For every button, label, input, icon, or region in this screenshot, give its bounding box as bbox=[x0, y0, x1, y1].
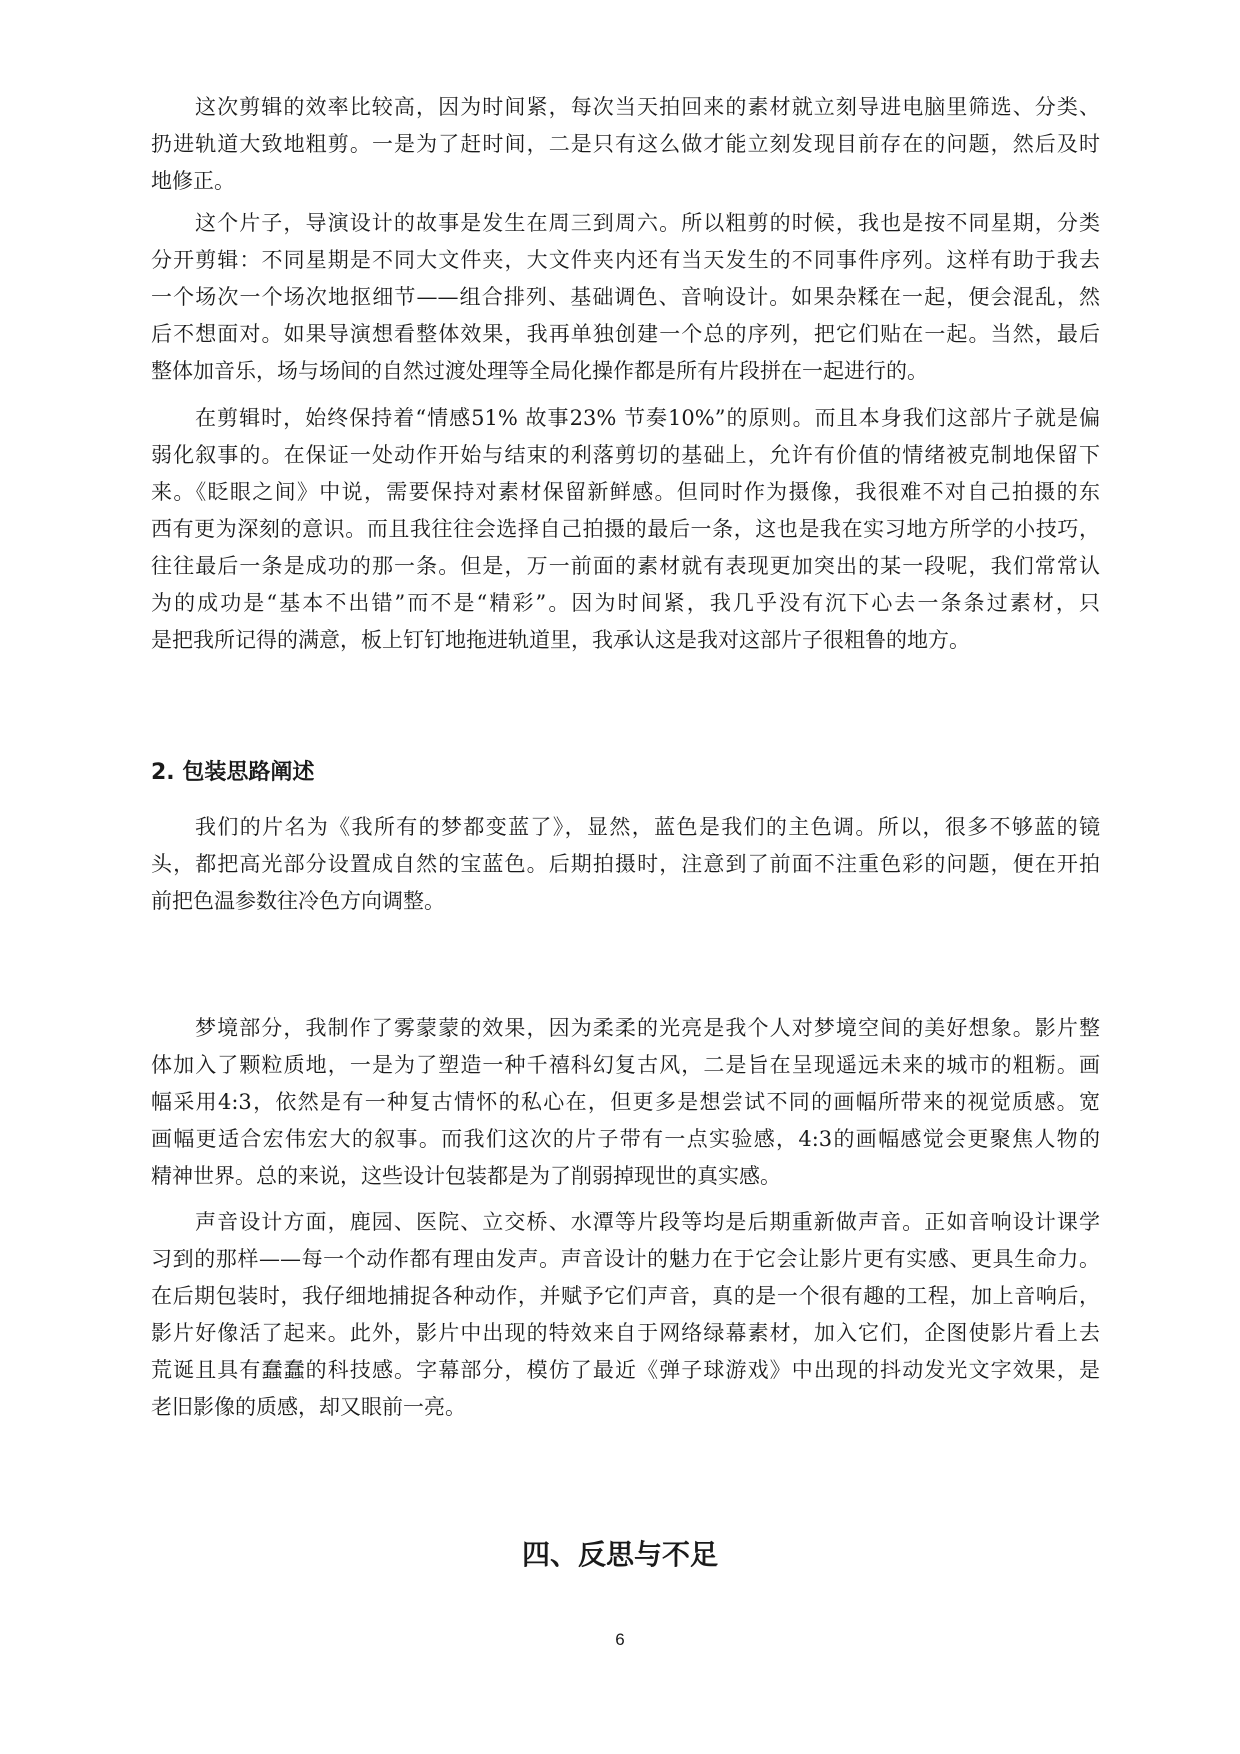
text-line: 我们的片名为《我所有的梦都变蓝了》，显然，蓝色是我们的主色调。所以，很多不够蓝的镜 bbox=[195, 815, 1100, 839]
text-line: 头，都把高光部分设置成自然的宝蓝色。后期拍摄时，注意到了前面不注重色彩的问题，便在开拍 bbox=[151, 852, 1100, 876]
text-line: 地修正。 bbox=[151, 169, 235, 193]
text-line: 整体加音乐，场与场间的自然过渡处理等全局化操作都是所有片段拼在一起进行的。 bbox=[151, 359, 928, 383]
text-line: 弱化叙事的。在保证一处动作开始与结束的利落剪切的基础上，允许有价值的情绪被克制地保留下 bbox=[151, 443, 1100, 467]
text-line: 影片好像活了起来。此外，影片中出现的特效来自于网络绿幕素材，加入它们，企图使影片看上去 bbox=[151, 1321, 1100, 1345]
text-line: 在剪辑时，始终保持着“情感51% 故事23% 节奏10%”的原则。而且本身我们这部片子就是偏 bbox=[195, 406, 1100, 430]
text-line: 前把色温参数往冷色方向调整。 bbox=[151, 889, 445, 913]
text-line: 一个场次一个场次地抠细节——组合排列、基础调色、音响设计。如果杂糅在一起，便会混乱，然 bbox=[151, 285, 1100, 309]
text-line: 来。《眨眼之间》中说，需要保持对素材保留新鲜感。但同时作为摄像，我很难不对自己拍摄的东 bbox=[151, 480, 1100, 504]
text-line: 梦境部分，我制作了雾蒙蒙的效果，因为柔柔的光亮是我个人对梦境空间的美好想象。影片整 bbox=[195, 1016, 1100, 1040]
paragraph-editing-principle bbox=[151, 400, 1100, 659]
text-line: 扔进轨道大致地粗剪。一是为了赶时间，二是只有这么做才能立刻发现目前存在的问题，然后及时 bbox=[151, 132, 1100, 156]
text-line: 幅采用4:3，依然是有一种复古情怀的私心在，但更多是想尝试不同的画幅所带来的视觉质感。宽 bbox=[151, 1090, 1100, 1114]
text-line: 习到的那样——每一个动作都有理由发声。声音设计的魅力在于它会让影片更有实感、更具生命力。 bbox=[151, 1247, 1100, 1271]
paragraph-color bbox=[151, 809, 1100, 920]
text-line: 声音设计方面，鹿园、医院、立交桥、水潭等片段等均是后期重新做声音。正如音响设计课学 bbox=[195, 1210, 1100, 1234]
text-line: 在后期包装时，我仔细地捕捉各种动作，并赋予它们声音，真的是一个很有趣的工程，加上音响后， bbox=[151, 1284, 1100, 1308]
text-line: 是把我所记得的满意，板上钉钉地拖进轨道里，我承认这是我对这部片子很粗鲁的地方。 bbox=[151, 628, 970, 652]
paragraph-sound-design bbox=[151, 1204, 1100, 1426]
chapter-heading: 四、反思与不足 bbox=[521, 1538, 718, 1571]
section-heading: 2. 包装思路阐述 bbox=[151, 760, 315, 785]
text-line: 西有更为深刻的意识。而且我往往会选择自己拍摄的最后一条，这也是我在实习地方所学的小技巧， bbox=[151, 517, 1100, 541]
text-line: 后不想面对。如果导演想看整体效果，我再单独创建一个总的序列，把它们贴在一起。当然，最后 bbox=[151, 322, 1100, 346]
text-line: 分开剪辑：不同星期是不同大文件夹，大文件夹内还有当天发生的不同事件序列。这样有助于我去 bbox=[151, 248, 1100, 272]
text-line: 为的成功是“基本不出错”而不是“精彩”。因为时间紧，我几乎没有沉下心去一条条过素材，只 bbox=[151, 591, 1100, 615]
text-line: 精神世界。总的来说，这些设计包装都是为了削弱掉现世的真实感。 bbox=[151, 1164, 781, 1188]
paragraph-editing-structure bbox=[151, 205, 1100, 390]
text-line: 老旧影像的质感，却又眼前一亮。 bbox=[151, 1395, 466, 1419]
text-line: 往往最后一条是成功的那一条。但是，万一前面的素材就有表现更加突出的某一段呢，我们常常认 bbox=[151, 554, 1100, 578]
text-line: 这次剪辑的效率比较高，因为时间紧，每次当天拍回来的素材就立刻导进电脑里筛选、分类、 bbox=[195, 95, 1100, 119]
paragraph-dream-effects bbox=[151, 1010, 1100, 1195]
text-line: 画幅更适合宏伟宏大的叙事。而我们这次的片子带有一点实验感，4:3的画幅感觉会更聚焦人物的 bbox=[151, 1127, 1100, 1151]
text-line: 荒诞且具有蠢蠢的科技感。字幕部分，模仿了最近《弹子球游戏》中出现的抖动发光文字效果，是 bbox=[151, 1358, 1100, 1382]
text-line: 体加入了颗粒质地，一是为了塑造一种千禧科幻复古风，二是旨在呈现遥远未来的城市的粗粝。画 bbox=[151, 1053, 1100, 1077]
paragraph-editing-efficiency bbox=[151, 89, 1100, 200]
text-line: 这个片子，导演设计的故事是发生在周三到周六。所以粗剪的时候，我也是按不同星期，分类 bbox=[195, 211, 1100, 235]
page-number: 6 bbox=[615, 1630, 625, 1649]
